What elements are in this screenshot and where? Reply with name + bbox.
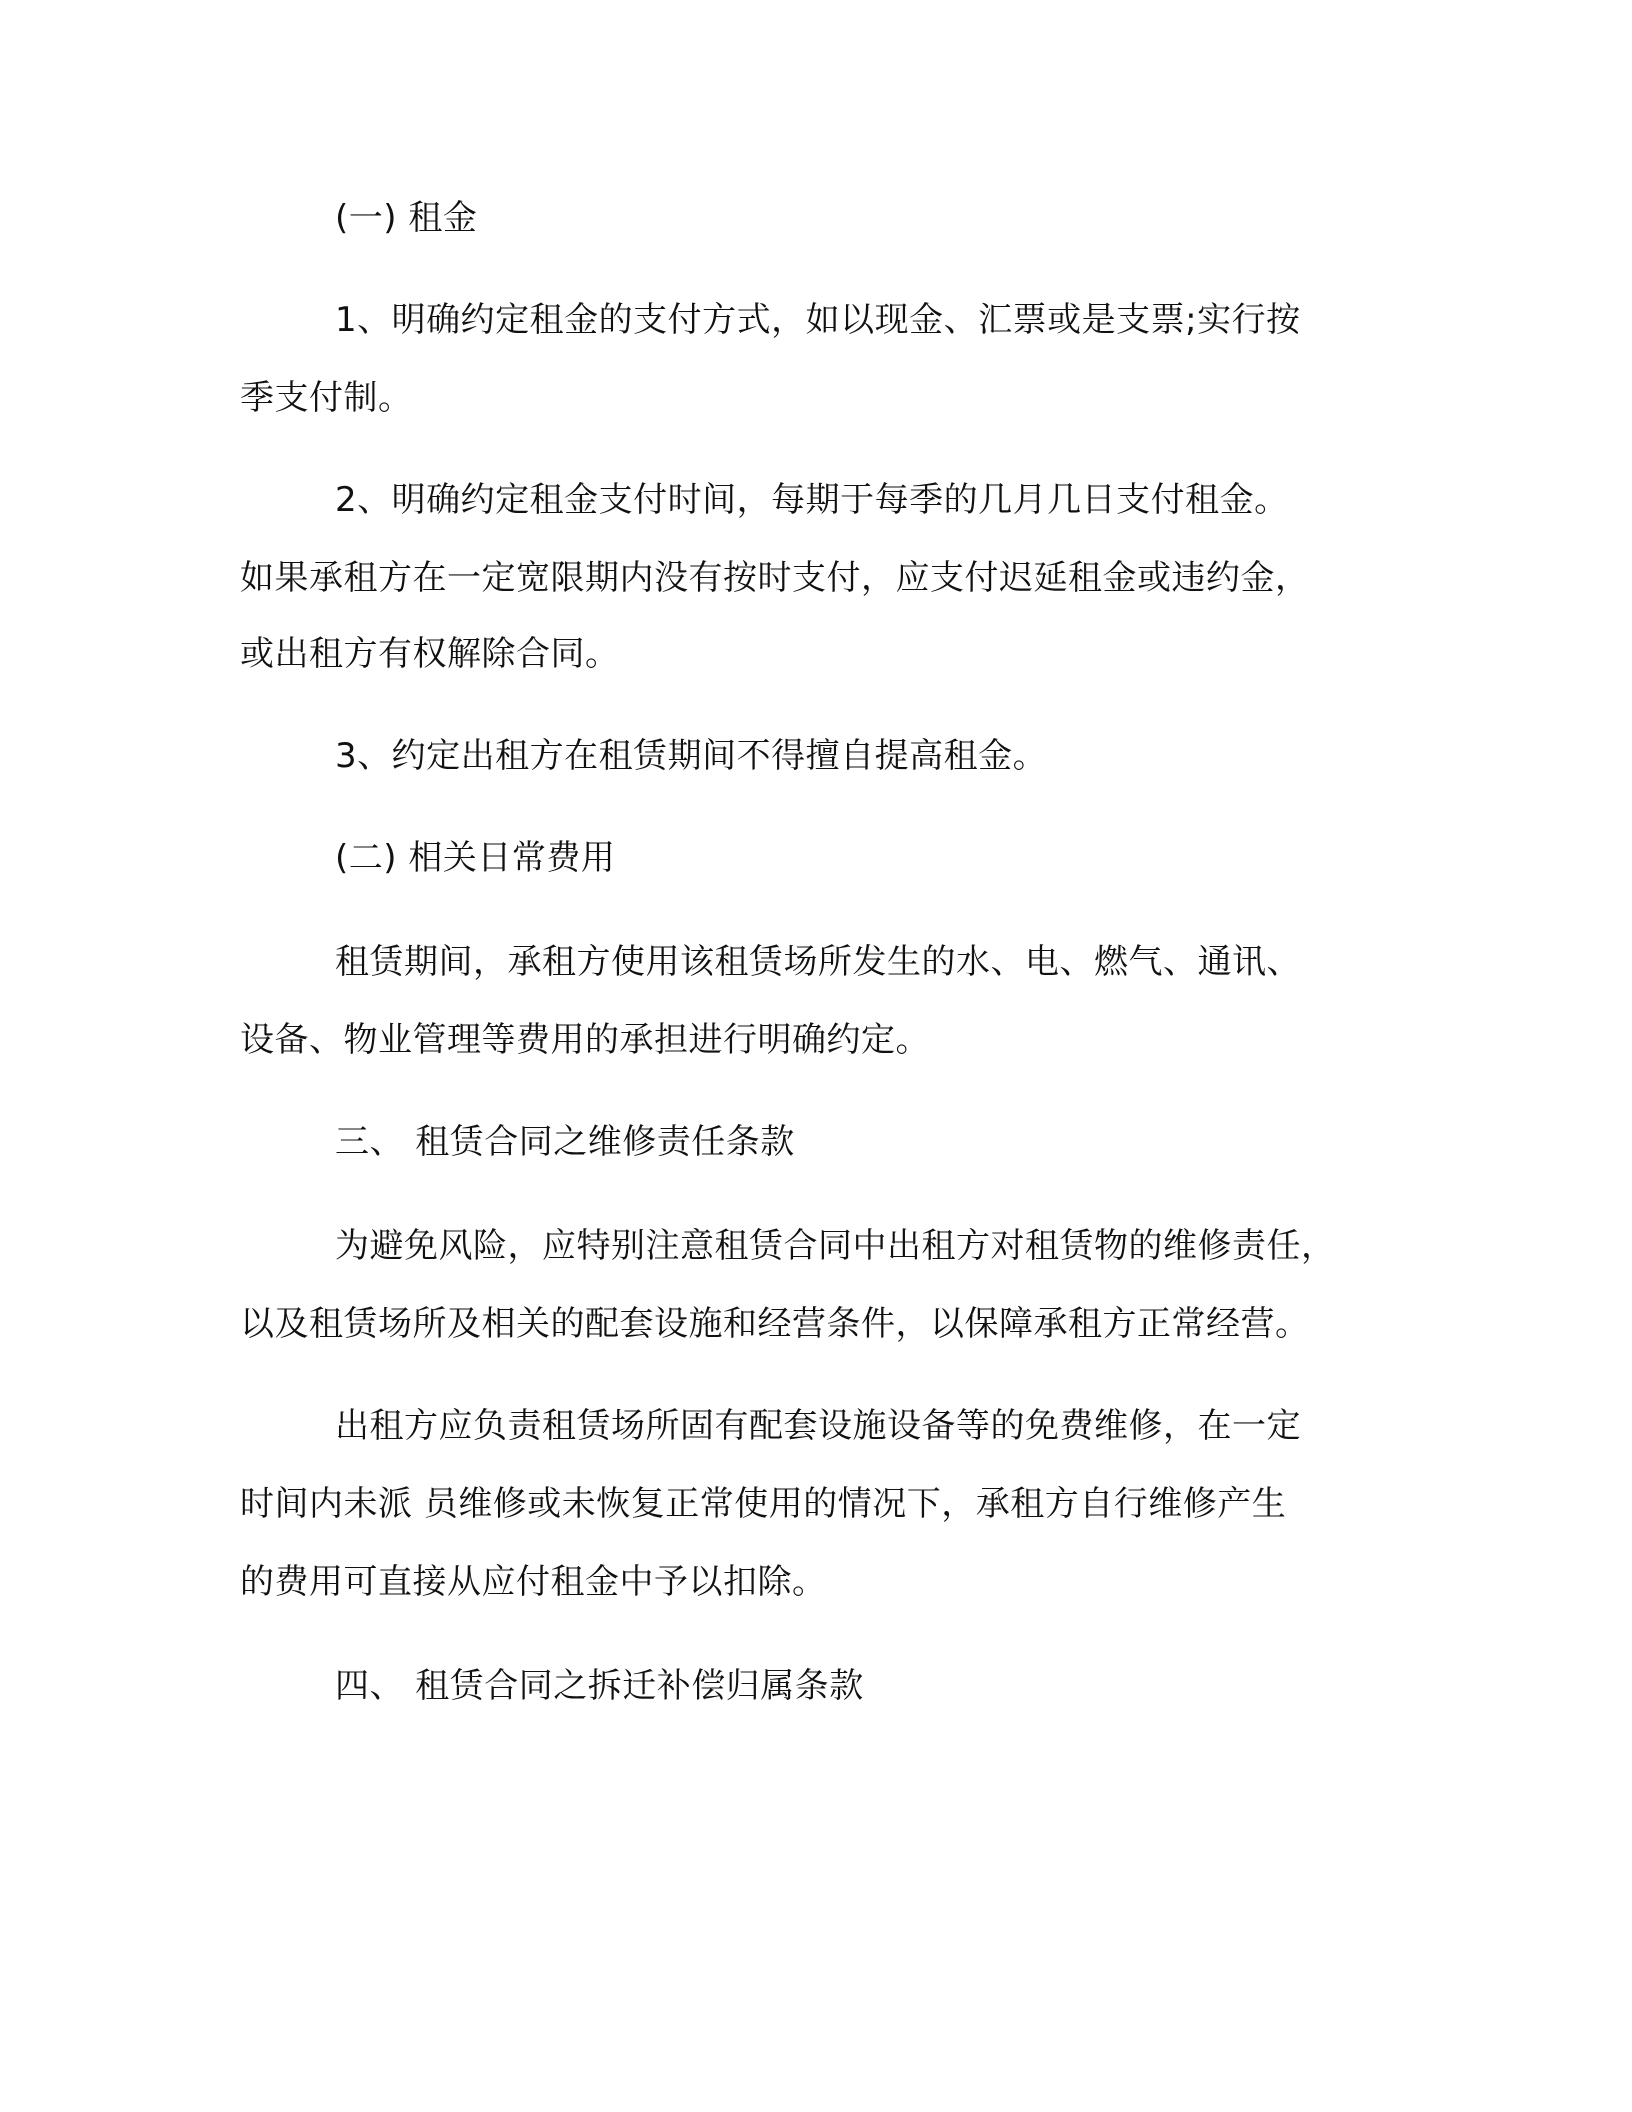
section-heading-daily-fees: (二) 相关日常费用 [335,838,616,878]
paragraph-line: 时间内未派 员维修或未恢复正常使用的情况下，承租方自行维修产生 [240,1484,1287,1524]
section-heading-rent: (一) 租金 [335,198,478,238]
paragraph-line: 的费用可直接从应付租金中予以扣除。 [240,1562,827,1602]
paragraph-line: 如果承租方在一定宽限期内没有按时支付，应支付迟延租金或违约金， [240,558,1310,598]
section-heading-relocation: 四、 租赁合同之拆迁补偿归属条款 [335,1666,864,1706]
paragraph-line: 或出租方有权解除合同。 [240,634,620,674]
paragraph-line: 以及租赁场所及相关的配套设施和经营条件，以保障承租方正常经营。 [240,1304,1310,1344]
section-heading-maintenance: 三、 租赁合同之维修责任条款 [335,1122,795,1162]
paragraph-line: 为避免风险，应特别注意租赁合同中出租方对租赁物的维修责任， [335,1226,1336,1266]
paragraph-line: 1、明确约定租金的支付方式，如以现金、汇票或是支票;实行按 [335,300,1301,340]
paragraph-line: 出租方应负责租赁场所固有配套设施设备等的免费维修，在一定 [335,1406,1301,1446]
paragraph-line: 季支付制。 [240,378,413,418]
paragraph-line: 租赁期间，承租方使用该租赁场所发生的水、电、燃气、通讯、 [335,942,1301,982]
paragraph-line: 设备、物业管理等费用的承担进行明确约定。 [240,1020,930,1060]
paragraph-line: 2、明确约定租金支付时间，每期于每季的几月几日支付租金。 [335,480,1289,520]
paragraph-line: 3、约定出租方在租赁期间不得擅自提高租金。 [335,736,1048,776]
